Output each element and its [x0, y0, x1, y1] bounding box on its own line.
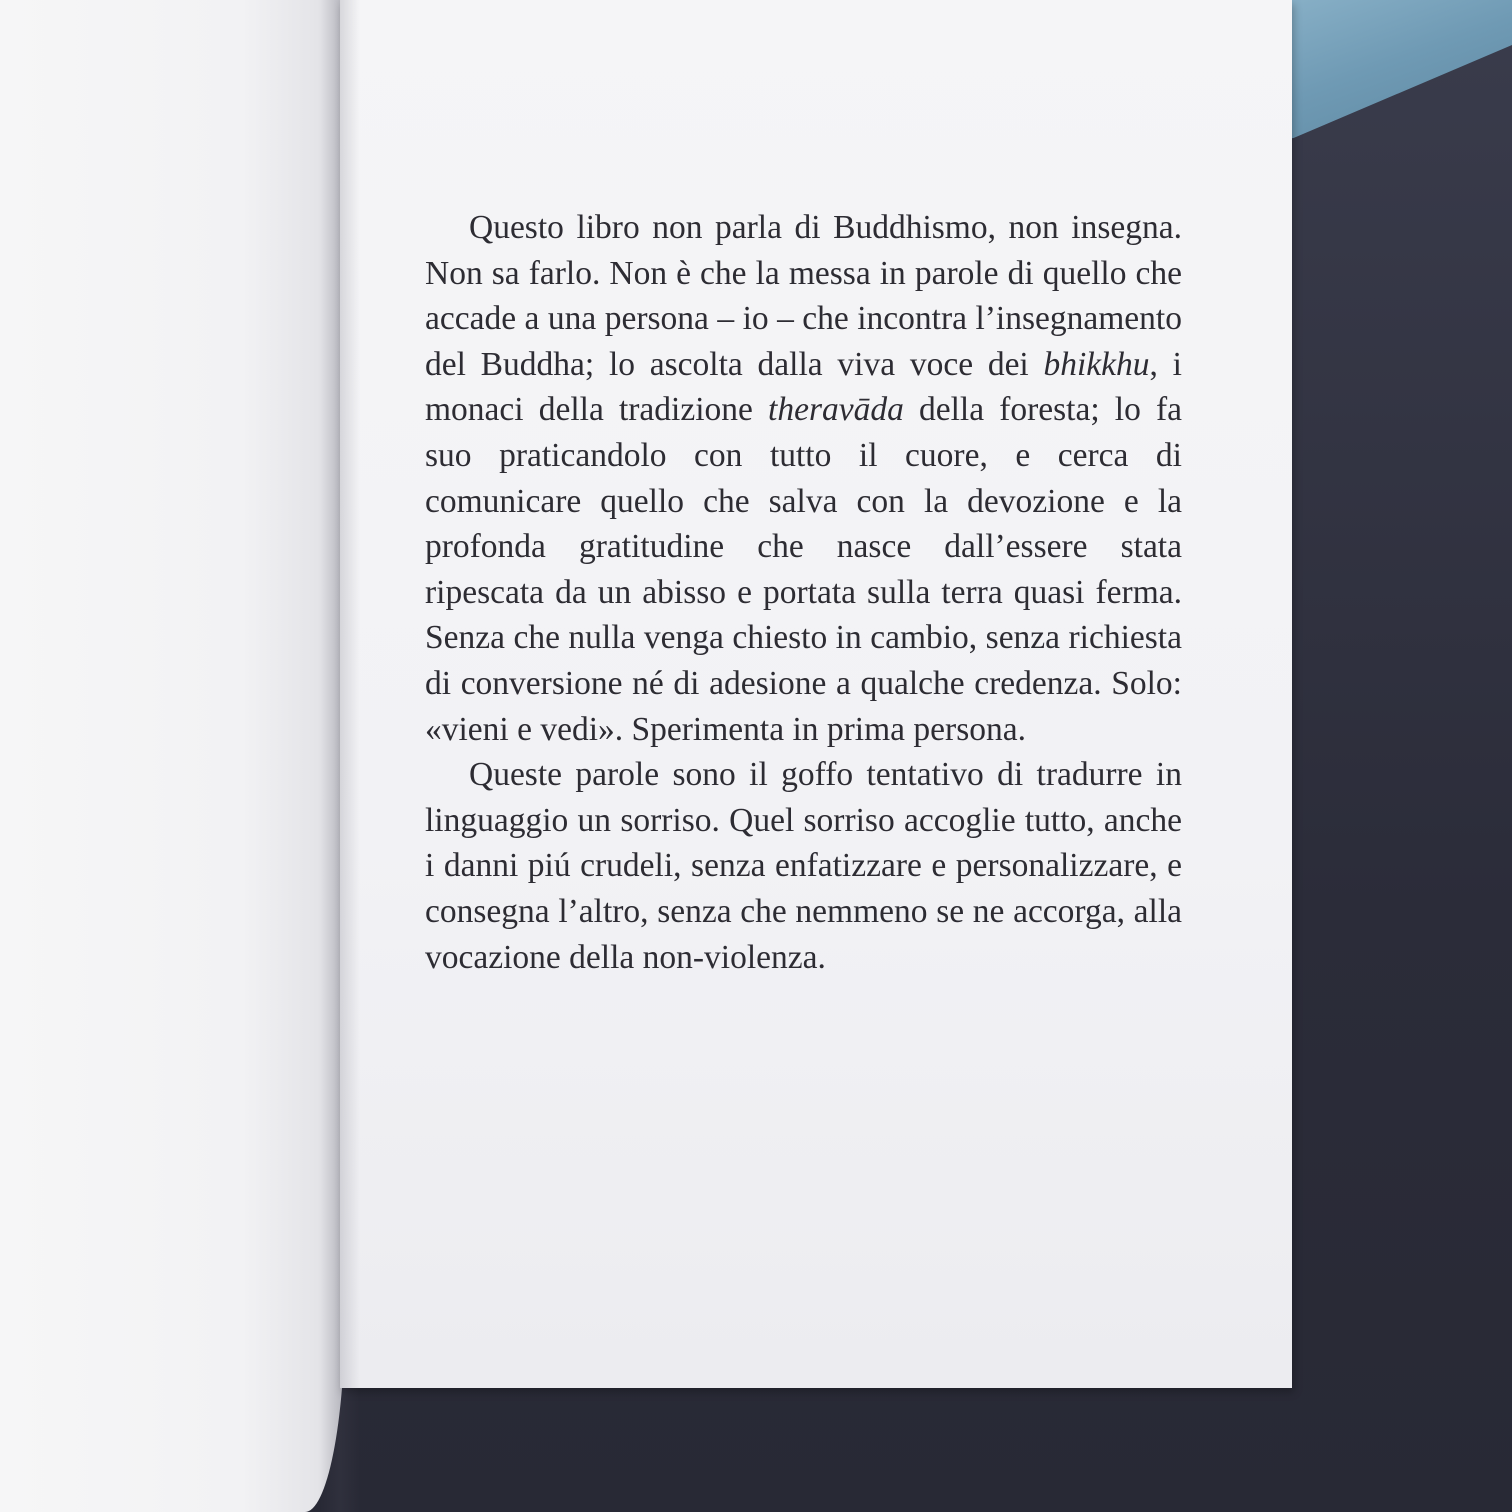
term-bhikkhu: bhikkhu	[1043, 345, 1150, 383]
paragraph-1-part-1: Questo libro non parla di Buddhismo, non insegna. Non sa farlo. Non è che la messa in parole di quello che accade a una persona – io – che incontra l’insegnamento del Buddha; lo ascolta dalla viva voce dei	[425, 209, 1182, 383]
paragraph-2: Queste parole sono il goffo tentativo di tradurre in linguaggio un sorriso. Quel sorriso accoglie tutto, anche i danni piú crudeli, senza enfatizzare e personalizzare, e consegna l’altro, senza che nemmeno se ne accorga, alla vocazione della non-violenza.	[425, 756, 1182, 976]
left-page	[0, 0, 345, 1512]
book-gutter	[320, 0, 360, 1512]
paragraph-1-part-2: , i monaci della tradizione	[425, 345, 1182, 429]
paragraph-1	[425, 205, 1182, 752]
page-text	[425, 205, 1182, 980]
paragraph-1-part-3: della foresta; lo fa suo praticandolo con tutto il cuore, e cerca di comunicare quello che salva con la devozione e la profonda gratitudine che nasce dall’essere stata ripescata da un abisso e portata sulla terra quasi ferma. Senza che nulla venga chiesto in cambio, senza richiesta di conversione né di adesione a qualche credenza. Solo: «vieni e vedi». Sperimenta in prima persona.	[425, 391, 1182, 748]
term-theravada: theravāda	[768, 391, 904, 429]
